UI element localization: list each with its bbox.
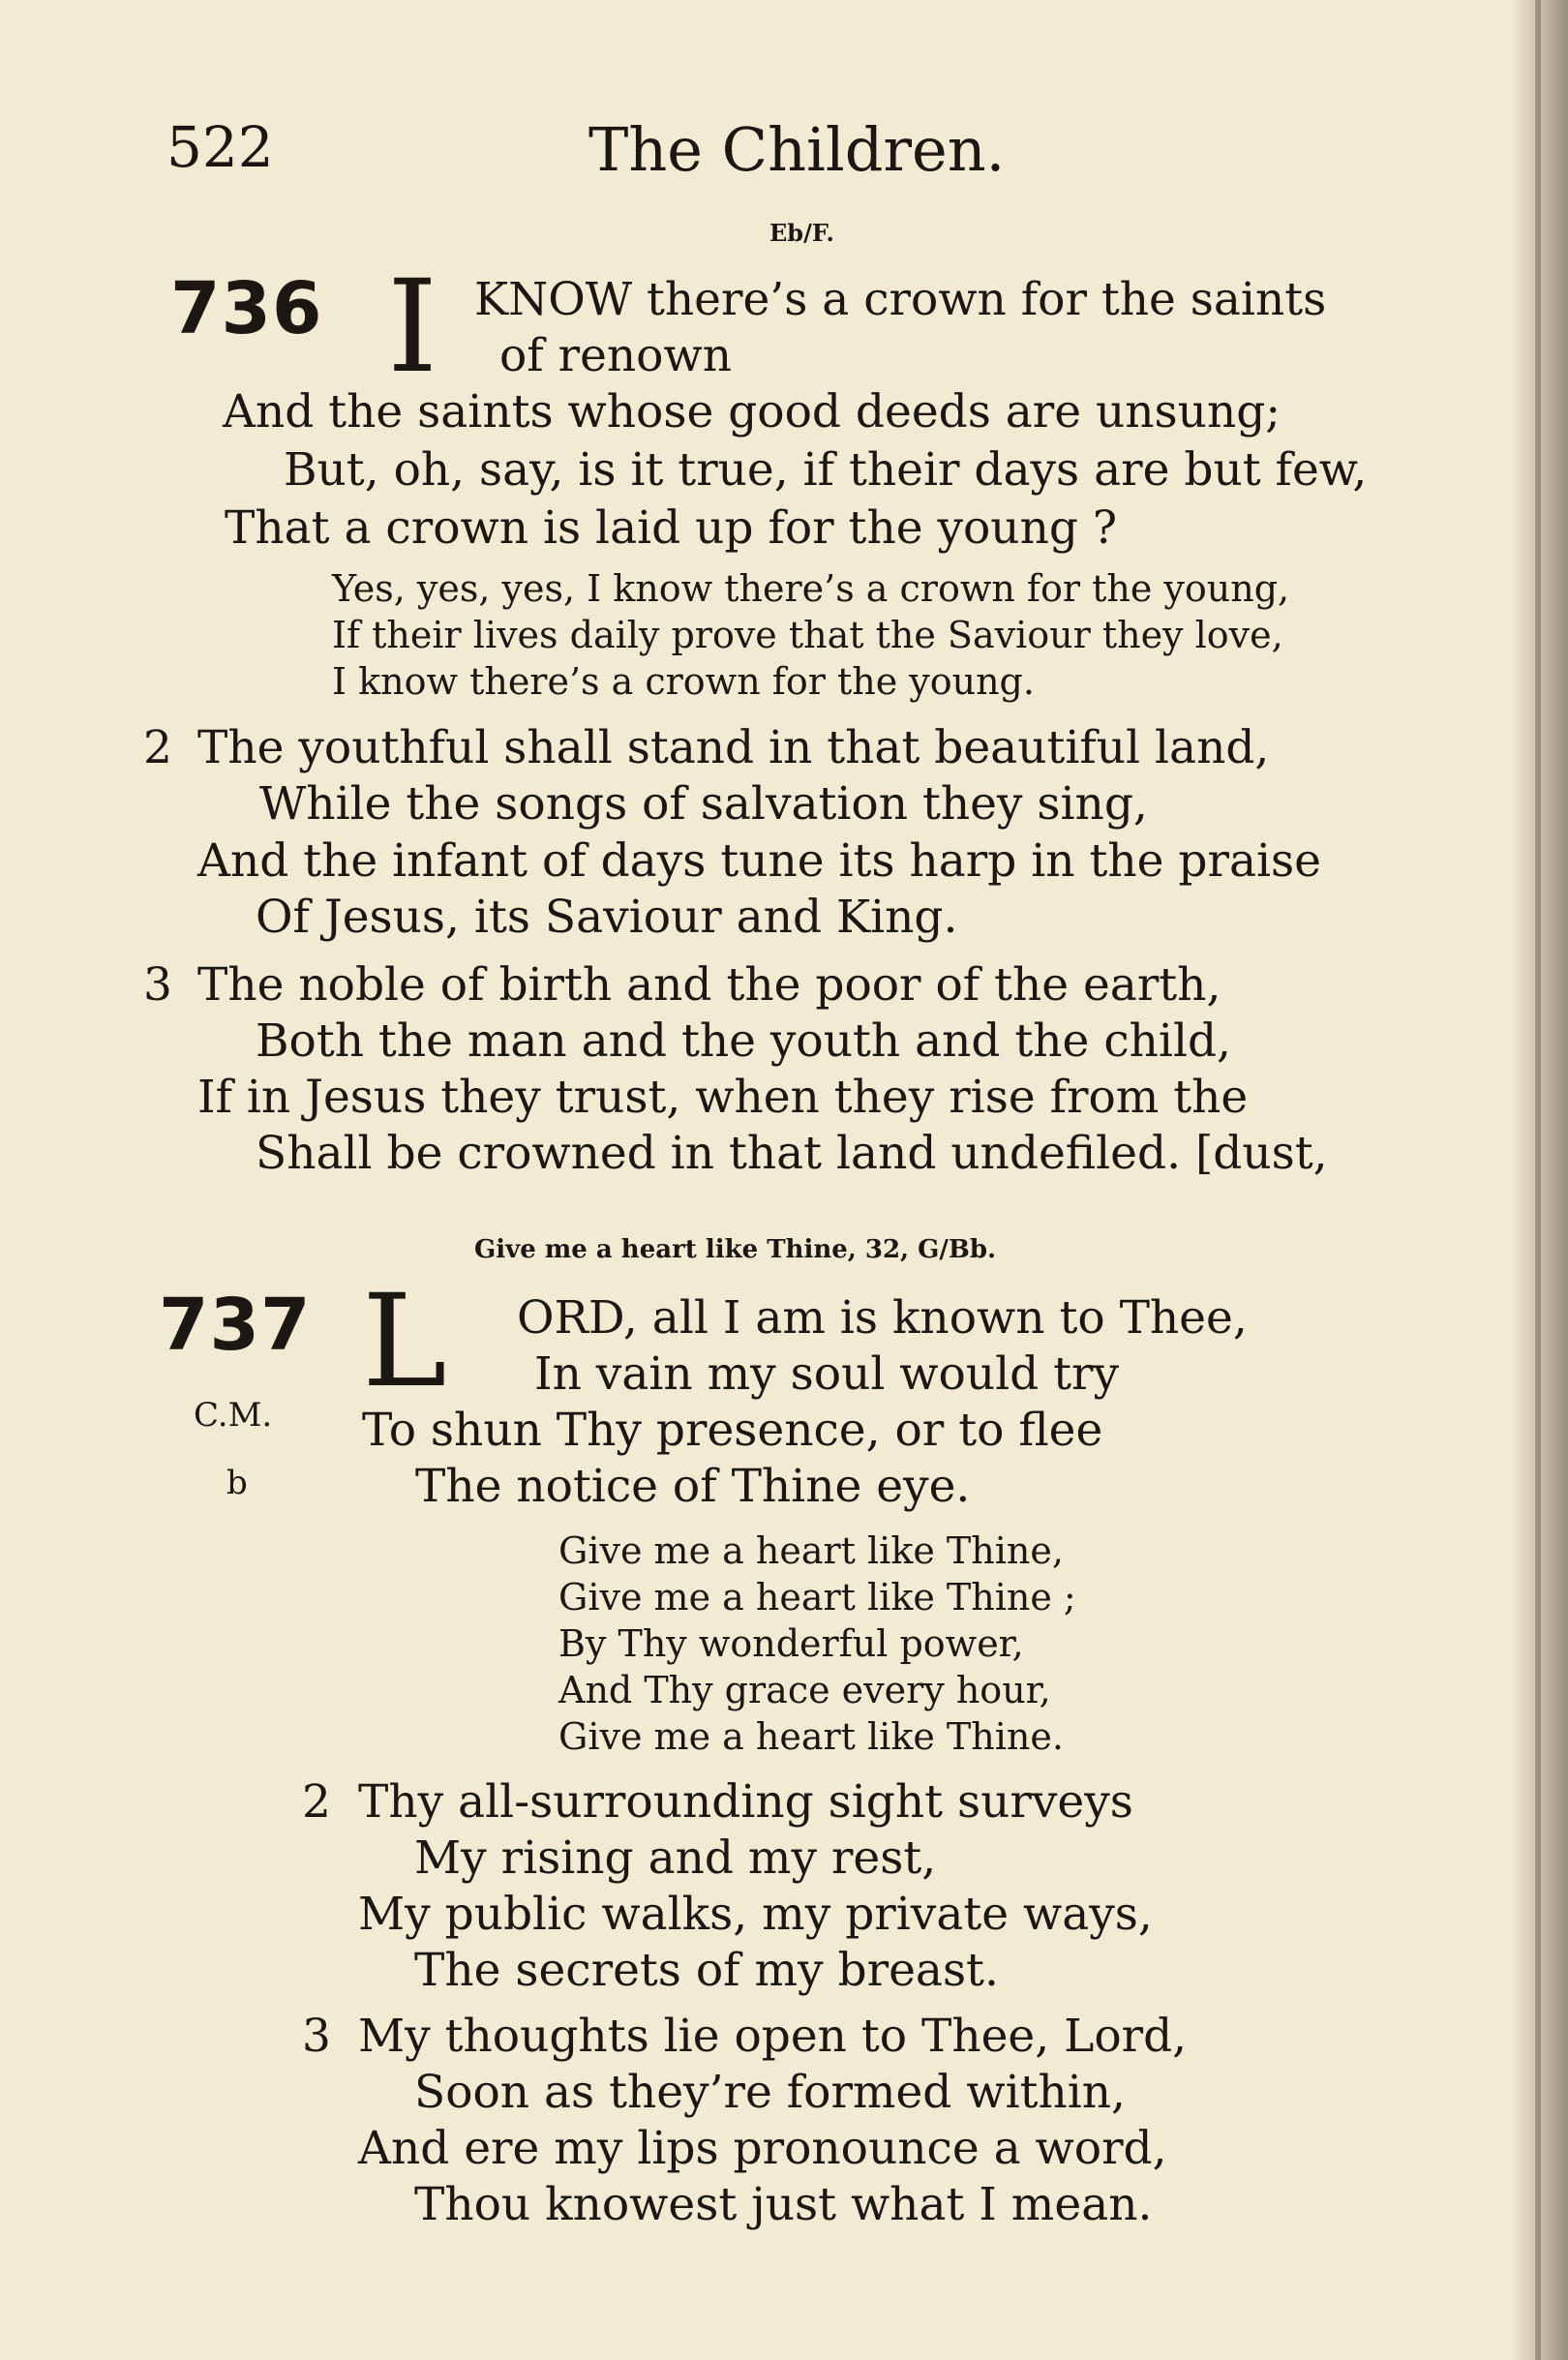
verse-line: The noble of birth and the poor of the earth, <box>197 958 1221 1012</box>
verse-line: The notice of Thine eye. <box>415 1460 971 1513</box>
hymn-737-number: 737 <box>159 1284 312 1367</box>
verse-line: My rising and my rest, <box>414 1831 937 1885</box>
chorus-line: Give me a heart like Thine ; <box>558 1576 1076 1619</box>
verse-line: While the songs of salvation they sing, <box>259 777 1148 831</box>
hymn-737-drop-cap: L <box>362 1267 447 1416</box>
verse-line: In vain my soul would try <box>534 1347 1120 1401</box>
verse-line: If in Jesus they trust, when they rise from the <box>197 1071 1249 1124</box>
verse-line: That a crown is laid up for the young ? <box>225 501 1118 555</box>
verse-number: 3 <box>302 2010 331 2063</box>
page-number: 522 <box>166 114 274 180</box>
verse-line: To shun Thy presence, or to flee <box>362 1404 1103 1457</box>
verse-line: The secrets of my breast. <box>414 1944 999 1997</box>
chorus-line: And Thy grace every hour, <box>558 1669 1051 1711</box>
verse-line: And the infant of days tune its harp in the praise <box>197 834 1321 888</box>
verse-line: Of Jesus, its Saviour and King. <box>256 891 958 944</box>
verse-line: Thou knowest just what I mean. <box>414 2178 1153 2231</box>
verse-number: 3 <box>143 958 172 1012</box>
verse-number: 2 <box>302 1775 331 1829</box>
verse-line: Both the man and the youth and the child, <box>256 1014 1231 1068</box>
chorus-line: Give me a heart like Thine. <box>558 1715 1064 1758</box>
verse-line: The youthful shall stand in that beautiful land, <box>197 721 1270 774</box>
section-title: The Children. <box>588 114 1006 185</box>
verse-line: But, oh, say, is it true, if their days are but few, <box>284 443 1368 497</box>
verse-number: 2 <box>143 721 172 774</box>
chorus-line: By Thy wonderful power, <box>558 1622 1024 1665</box>
verse-line: And the saints whose good deeds are unsung; <box>223 385 1282 439</box>
verse-line: My thoughts lie open to Thee, Lord, <box>358 2010 1188 2063</box>
chorus-line: Yes, yes, yes, I know there’s a crown for the young, <box>332 567 1290 610</box>
hymn-736-key: Eb/F. <box>769 219 834 247</box>
chorus-line: If their lives daily prove that the Saviour they love, <box>332 614 1283 656</box>
hymn-737-tune: Give me a heart like Thine, 32, G/Bb. <box>474 1235 997 1264</box>
verse-line: My public walks, my private ways, <box>358 1888 1153 1941</box>
verse-line: Shall be crowned in that land undefiled. [dust, <box>256 1127 1328 1180</box>
verse-line: Thy all-surrounding sight surveys <box>358 1775 1133 1829</box>
hymn-737-first-line: ORD, all I am is known to Thee, <box>517 1291 1248 1345</box>
hymn-737-meter: C.M. <box>194 1396 273 1435</box>
hymn-736-drop-cap: I <box>387 253 438 402</box>
hymn-736-number: 736 <box>170 267 323 350</box>
hymn-736-first-line-cont: of renown <box>499 329 732 382</box>
verse-line: Soon as they’re formed within, <box>414 2066 1126 2119</box>
chorus-line: Give me a heart like Thine, <box>558 1529 1064 1572</box>
hymn-736-first-line: KNOW there’s a crown for the saints <box>474 273 1327 326</box>
page-gutter-shadow <box>1510 0 1568 2360</box>
verse-line: And ere my lips pronounce a word, <box>358 2122 1167 2175</box>
chorus-line: I know there’s a crown for the young. <box>332 660 1035 703</box>
hymn-737-key-mark: b <box>226 1464 248 1502</box>
